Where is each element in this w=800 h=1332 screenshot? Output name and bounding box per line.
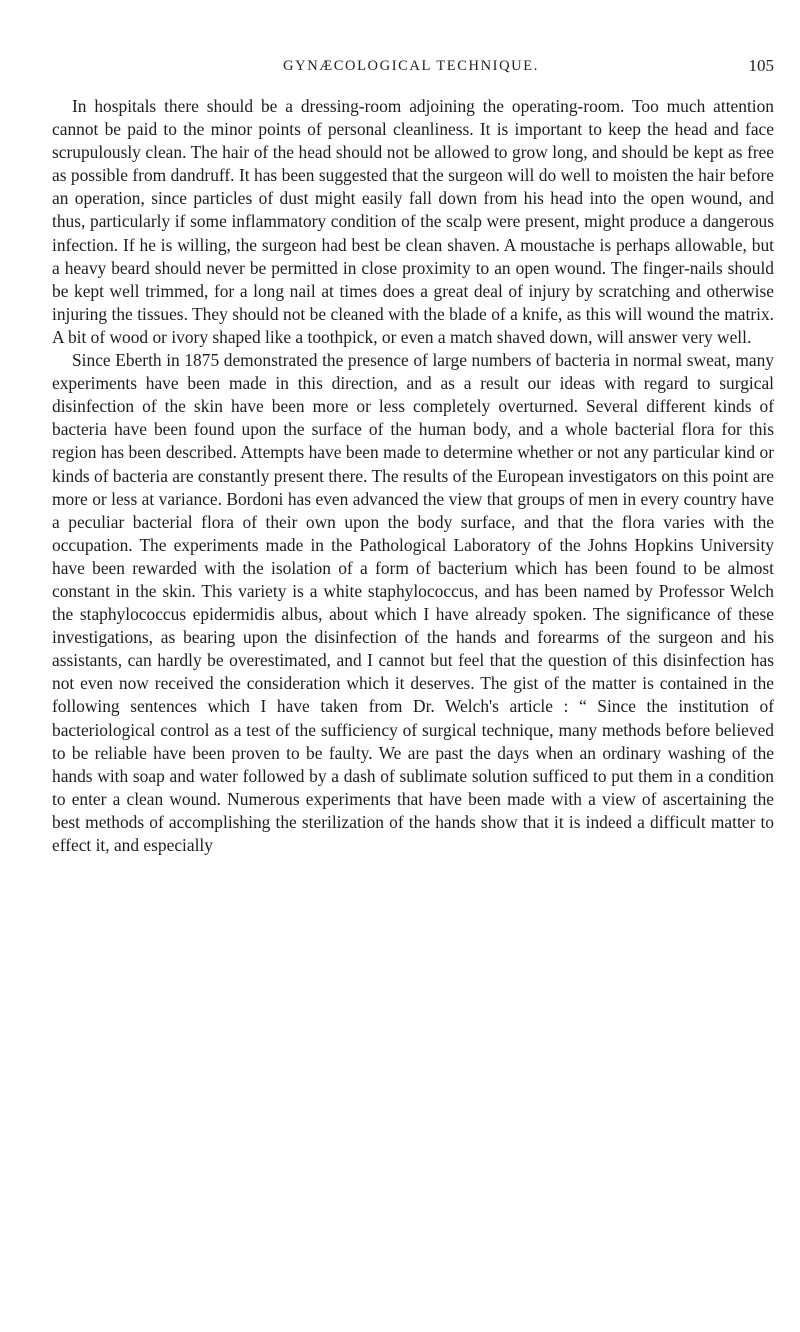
running-head [48, 56, 774, 80]
running-title: GYNÆCOLOGICAL TECHNIQUE. [283, 58, 539, 74]
body-text [52, 95, 774, 857]
paragraph: In hospitals there should be a dressing-room adjoining the operating-room. Too much attention cannot be paid to the minor points of personal cleanliness. It is important to keep the head and face scrupulously clean. The hair of the head should not be allowed to grow long, and should be kept as free as possible from dandruff. It has been suggested that the surgeon will do well to moisten the hair before an operation, since particles of dust might easily fall down from his head into the open wound, and thus, particularly if some inflammatory condition of the scalp were present, might produce a dangerous infection. If he is willing, the surgeon had best be clean shaven. A moustache is perhaps allowable, but a heavy beard should never be permitted in close proximity to an open wound. The finger-nails should be kept well trimmed, for a long nail at times does a great deal of injury by scratching and otherwise injuring the tissues. They should not be cleaned with the blade of a knife, as this will wound the matrix. A bit of wood or ivory shaped like a toothpick, or even a match shaved down, will answer very well. [52, 96, 774, 347]
page-number: 105 [748, 56, 774, 75]
paragraph: Since Eberth in 1875 demonstrated the presence of large numbers of bacteria in normal sweat, many experiments have been made in this direction, and as a result our ideas with regard to surgical disinfection of the skin have been more or less completely overturned. Several different kinds of bacteria have been found upon the surface of the human body, and a whole bacterial flora for this region has been described. Attempts have been made to determine whether or not any particular kind or kinds of bacteria are constantly present there. The results of the European investigators on this point are more or less at variance. Bordoni has even advanced the view that groups of men in every country have a peculiar bacterial flora of their own upon the body surface, and that the flora varies with the occupation. The experiments made in the Pathological Laboratory of the Johns Hopkins University have been rewarded with the isolation of a form of bacterium which has been found to be almost constant in the skin. This variety is a white staphylococcus, and has been named by Professor Welch the staphylococcus epidermidis albus, about which I have already spoken. The significance of these investigations, as bearing upon the disinfection of the hands and forearms of the surgeon and his assistants, can hardly be overestimated, and I cannot but feel that the question of this disinfection has not even now received the consideration which it deserves. The gist of the matter is contained in the following sentences which I have taken from Dr. Welch's article : “ Since the institution of bacteriological control as a test of the sufficiency of surgical technique, many methods before believed to be reliable have been proven to be faulty. We are past the days when an ordinary washing of the hands with soap and water followed by a dash of sublimate solution sufficed to put them in a condition to enter a clean wound. Numerous experiments that have been made with a view of ascertaining the best methods of accomplishing the sterilization of the hands show that it is indeed a difficult matter to effect it, and especially [52, 350, 774, 855]
